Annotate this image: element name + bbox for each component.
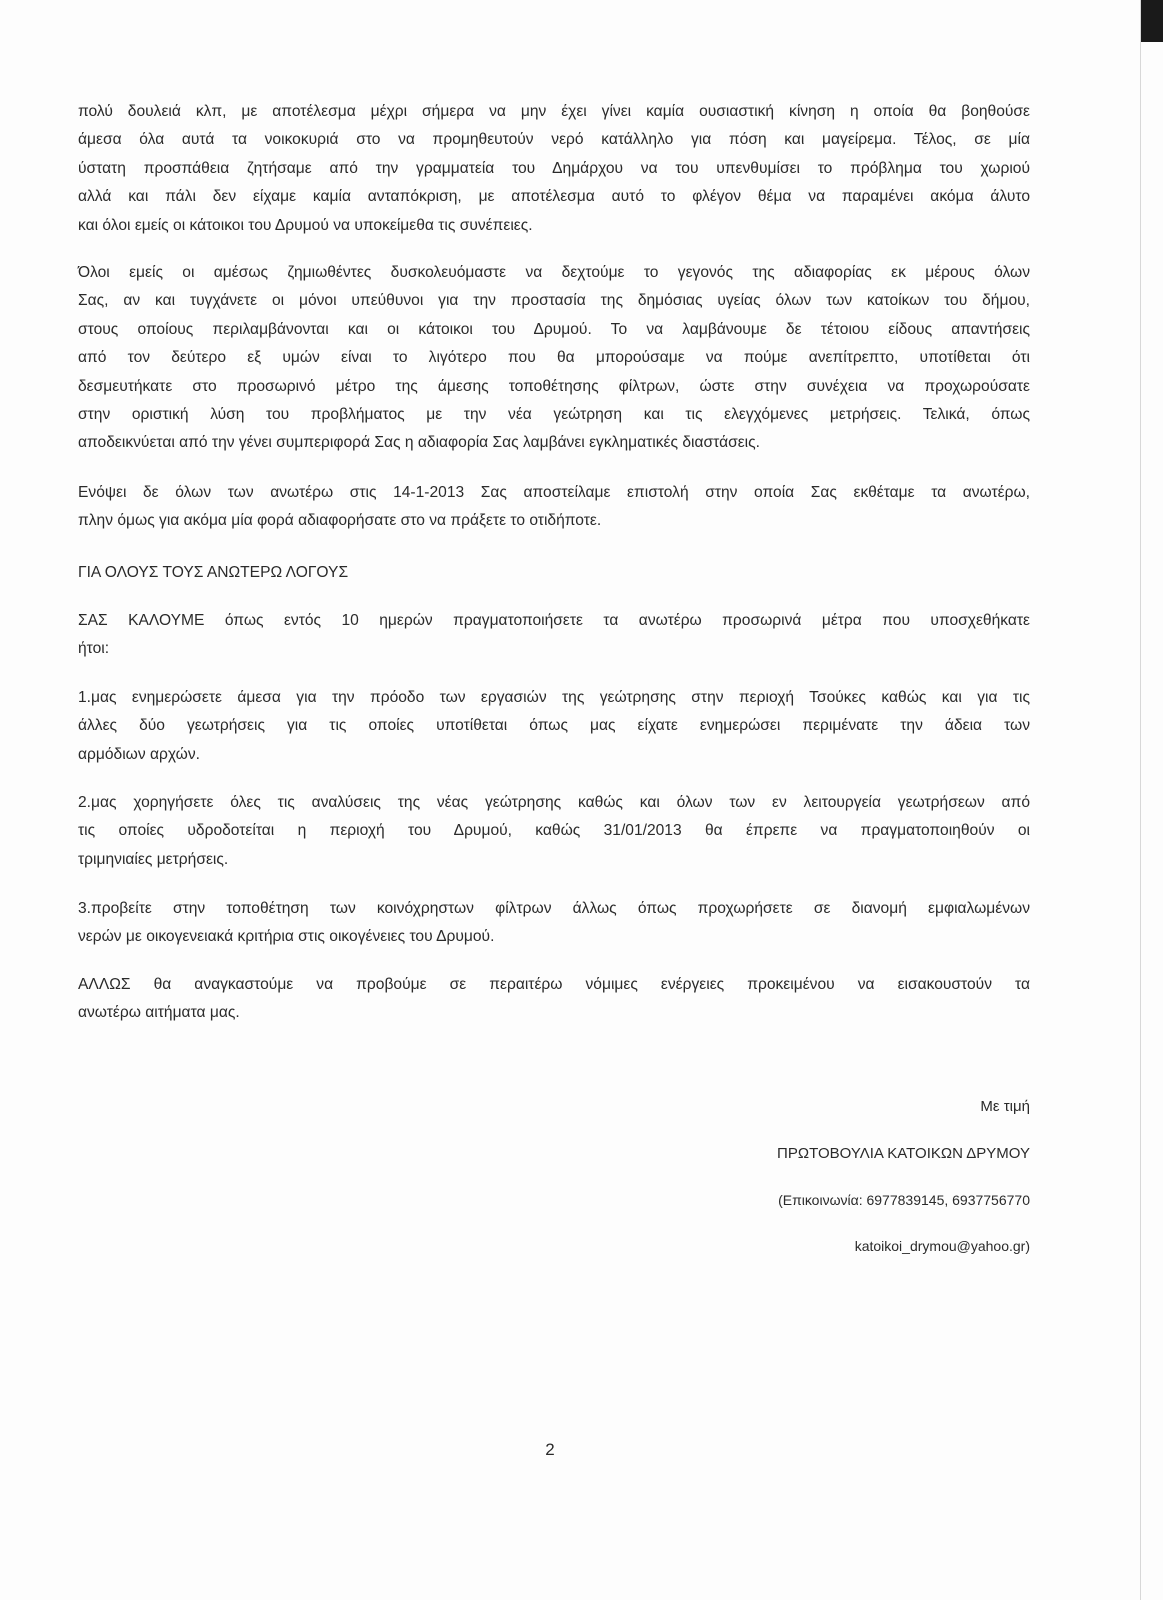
signature-contact: (Επικοινωνία: 6977839145, 6937756770: [778, 1192, 1030, 1208]
paragraph-continuation: [78, 98, 1030, 240]
text-line: Όλοι εμείς οι αμέσως ζημιωθέντες δυσκολευόμαστε να δεχτούμε το γεγονός της αδιαφορίας εκ μέρους όλων: [78, 264, 1030, 281]
section-heading: [78, 559, 1030, 587]
signature-closing: Με τιμή: [980, 1098, 1030, 1115]
page-number: 2: [545, 1440, 555, 1459]
paragraph-otherwise: [78, 971, 1030, 1028]
text-line: Σας, αν και τυγχάνετε οι μόνοι υπεύθυνοι για την προστασία της δημόσιας υγείας όλων των κατοίκων του δήμου,: [78, 292, 1030, 310]
text-line: ΑΛΛΩΣ θα αναγκαστούμε να προβούμε σε περαιτέρω νόμιμες ενέργειες προκειμένου να εισακουστούν τα: [78, 976, 1030, 993]
text-line: ανωτέρω αιτήματα μας.: [78, 1004, 240, 1022]
text-line: άμεσα όλα αυτά τα νοικοκυριά στο να προμηθευτούν νερό κατάλληλο για πόση και μαγείρεμα. Τέλος, σε μία: [78, 131, 1030, 149]
text-line: πλην όμως για ακόμα μία φορά αδιαφορήσατε στο να πράξετε το οτιδήποτε.: [78, 512, 602, 530]
text-line: νερών με οικογενειακά κριτήρια στις οικογένειες του Δρυμού.: [78, 928, 495, 946]
text-line: αποδεικνύεται από την γένει συμπεριφορά Σας η αδιαφορία Σας λαμβάνει εγκληματικές διαστάσεις.: [78, 434, 760, 452]
text-line: δεσμευτήκατε στο προσωρινό μέτρο της άμεσης τοποθέτησης φίλτρων, ώστε στην συνέχεια να προχωρούσατε: [78, 377, 1030, 395]
text-line: και όλοι εμείς οι κάτοικοι του Δρυμού να υποκείμεθα τις συνέπειες.: [78, 216, 533, 234]
list-item-2: [78, 789, 1030, 874]
text-line: στην οριστική λύση του προβλήματος με την νέα γεώτρηση και τις ελεγχόμενες μετρήσεις. Τελικά, όπως: [78, 405, 1030, 423]
text-line: αλλά και πάλι δεν είχαμε καμία ανταπόκριση, με αποτέλεσμα αυτό το φλέγον θέμα να παραμένει ακόμα άλυτο: [78, 188, 1030, 206]
text-line: 3.προβείτε στην τοποθέτηση των κοινόχρηστων φίλτρων άλλως όπως προχωρήσετε σε διανομή εμφιαλωμένων: [78, 900, 1030, 917]
text-line: από τον δεύτερο εξ υμών είναι το λιγότερο που θα μπορούσαμε να πούμε ανεπίτρεπτο, υποτίθεται ότι: [78, 349, 1030, 367]
paragraph-demand: [78, 607, 1030, 664]
text-line: ύστατη προσπάθεια ζητήσαμε από την γραμματεία του Δημάρχου να του υπενθυμίσει το πρόβλημα του χωριού: [78, 159, 1030, 177]
text-line: αρμόδιων αρχών.: [78, 745, 200, 763]
text-line: τις οποίες υδροδοτείται η περιοχή του Δρυμού, καθώς 31/01/2013 θα έπρεπε να πραγματοποιηθούν οι: [78, 822, 1030, 840]
paragraph-indifference: [78, 259, 1030, 458]
list-item-3: [78, 895, 1030, 952]
signature-email: katoikoi_drymou@yahoo.gr): [854, 1238, 1030, 1254]
text-line: 1.μας ενημερώσετε άμεσα για την πρόοδο των εργασιών της γεώτρησης στην περιοχή Τσούκες καθώς και για τις: [78, 689, 1030, 706]
paragraph-letter-sent: [78, 479, 1030, 536]
text-line: ΓΙΑ ΟΛΟΥΣ ΤΟΥΣ ΑΝΩΤΕΡΩ ΛΟΓΟΥΣ: [78, 564, 349, 581]
signature-organization: ΠΡΩΤΟΒΟΥΛΙΑ ΚΑΤΟΙΚΩΝ ΔΡΥΜΟΥ: [777, 1145, 1030, 1162]
scan-line: [1140, 0, 1141, 1600]
text-line: στους οποίους περιλαμβάνονται και οι κάτοικοι του Δρυμού. Το να λαμβάνουμε δε τέτοιου είδους απαντήσεις: [78, 320, 1030, 338]
text-line: Ενόψει δε όλων των ανωτέρω στις 14-1-2013 Σας αποστείλαμε επιστολή στην οποία Σας εκθέταμε τα ανωτέρω,: [78, 484, 1030, 501]
text-line: πολύ δουλειά κλπ, με αποτέλεσμα μέχρι σήμερα να μην έχει γίνει καμία ουσιαστική κίνηση η οποία θα βοηθούσε: [78, 103, 1030, 120]
text-line: άλλες δύο γεωτρήσεις για τις οποίες υποτίθεται όπως μας είχατε ενημερώσει περιμένατε την άδεια των: [78, 717, 1030, 735]
text-line: 2.μας χορηγήσετε όλες τις αναλύσεις της νέας γεώτρησης καθώς και όλων των εν λειτουργεία γεωτρήσεων από: [78, 794, 1030, 811]
text-line: ήτοι:: [78, 640, 110, 658]
text-line: ΣΑΣ ΚΑΛΟΥΜΕ όπως εντός 10 ημερών πραγματοποιήσετε τα ανωτέρω προσωρινά μέτρα που υποσχεθήκατε: [78, 612, 1030, 629]
scan-edge: [1141, 0, 1163, 42]
list-item-1: [78, 684, 1030, 769]
text-line: τριμηνιαίες μετρήσεις.: [78, 850, 229, 868]
